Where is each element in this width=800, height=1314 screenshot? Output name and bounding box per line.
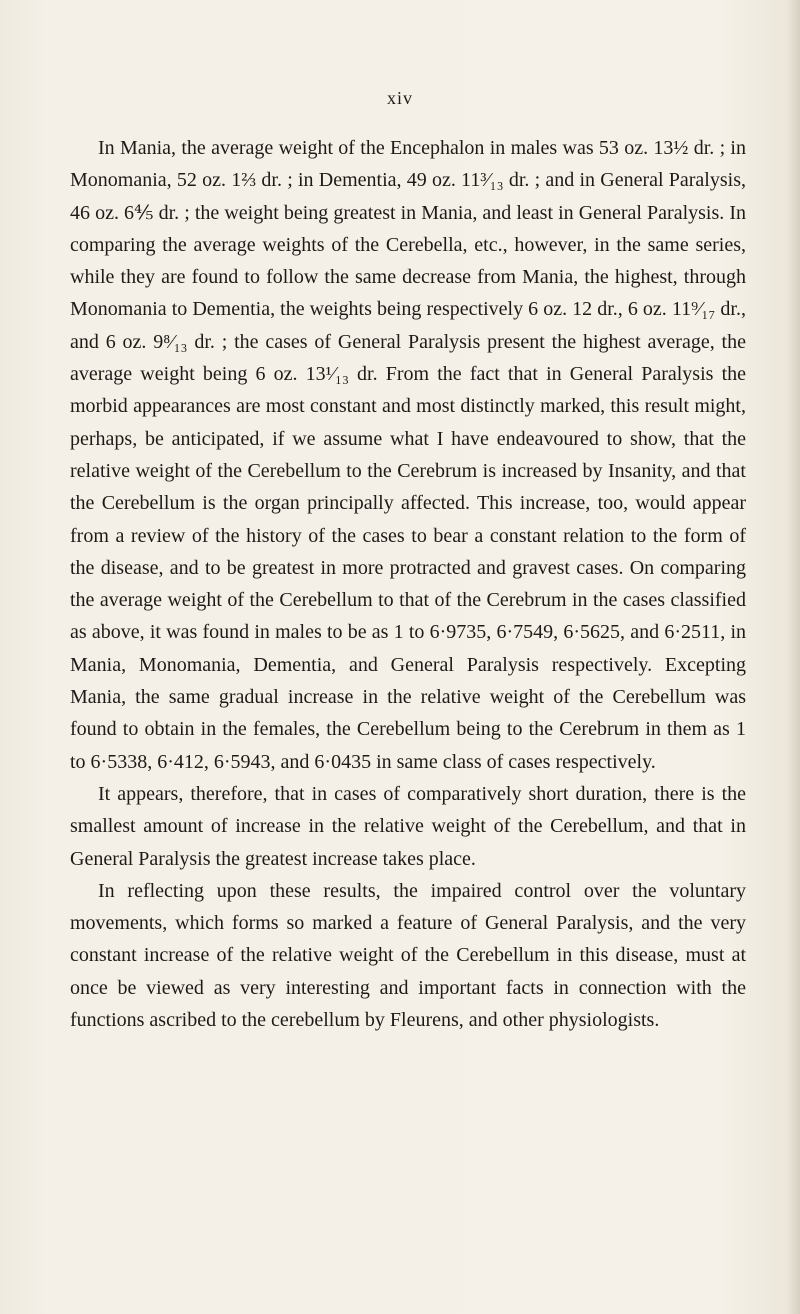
paragraph-3: In reflecting upon these results, the impaired control over the voluntary movements, which forms so marked a feature of General Paralysis, and the very constant increase of the relative weight of the Cerebellum in this disease, must at once be viewed as very interesting and important facts in connection with the functions ascribed to the cerebellum by Fleurens, and other physiologists. <box>70 879 746 1032</box>
page-edge-shadow <box>786 0 800 1314</box>
paragraph-2: It appears, therefore, that in cases of comparatively short duration, there is the smallest amount of increase in the relative weight of the Cerebellum, and that in General Paralysis the greatest increase takes place. <box>70 782 746 870</box>
paragraph-1: In Mania, the average weight of the Encephalon in males was 53 oz. 13½ dr. ; in Monomania, 52 oz. 1⅔ dr. ; in Dementia, 49 oz. 11³⁄₁₃ dr. ; and in General Paralysis, 46 oz. 6⅘ dr. ; the weight being greatest in Mania, and least in General Paralysis. In comparing the average weights of the Cerebella, etc., however, in the same series, while they are found to follow the same decrease from Mania, the highest, through Monomania to Dementia, the weights being respectively 6 oz. 12 dr., 6 oz. 11⁹⁄₁₇ dr., and 6 oz. 9⁸⁄₁₃ dr. ; the cases of General Paralysis present the highest average, the average weight being 6 oz. 13¹⁄₁₃ dr. From the fact that in General Paralysis the morbid appearances are most constant and most distinctly marked, this result might, perhaps, be anticipated, if we assume what I have endeavoured to show, that the relative weight of the Cerebellum to the Cerebrum is increased by Insanity, and that the Cerebellum is the organ principally affected. This increase, too, would appear from a review of the history of the cases to bear a constant relation to the form of the disease, and to be greatest in more protracted and gravest cases. On comparing the average weight of the Cerebellum to that of the Cerebrum in the cases classified as above, it was found in males to be as 1 to 6·9735, 6·7549, 6·5625, and 6·2511, in Mania, Monomania, Dementia, and General Paralysis respectively. Excepting Mania, the same gradual increase in the relative weight of the Cerebellum was found to obtain in the females, the Cerebellum being to the Cerebrum in them as 1 to 6·5338, 6·412, 6·5943, and 6·0435 in same class of cases respectively. <box>70 137 746 773</box>
body-text <box>70 132 746 1036</box>
page-number: xiv <box>386 88 413 108</box>
